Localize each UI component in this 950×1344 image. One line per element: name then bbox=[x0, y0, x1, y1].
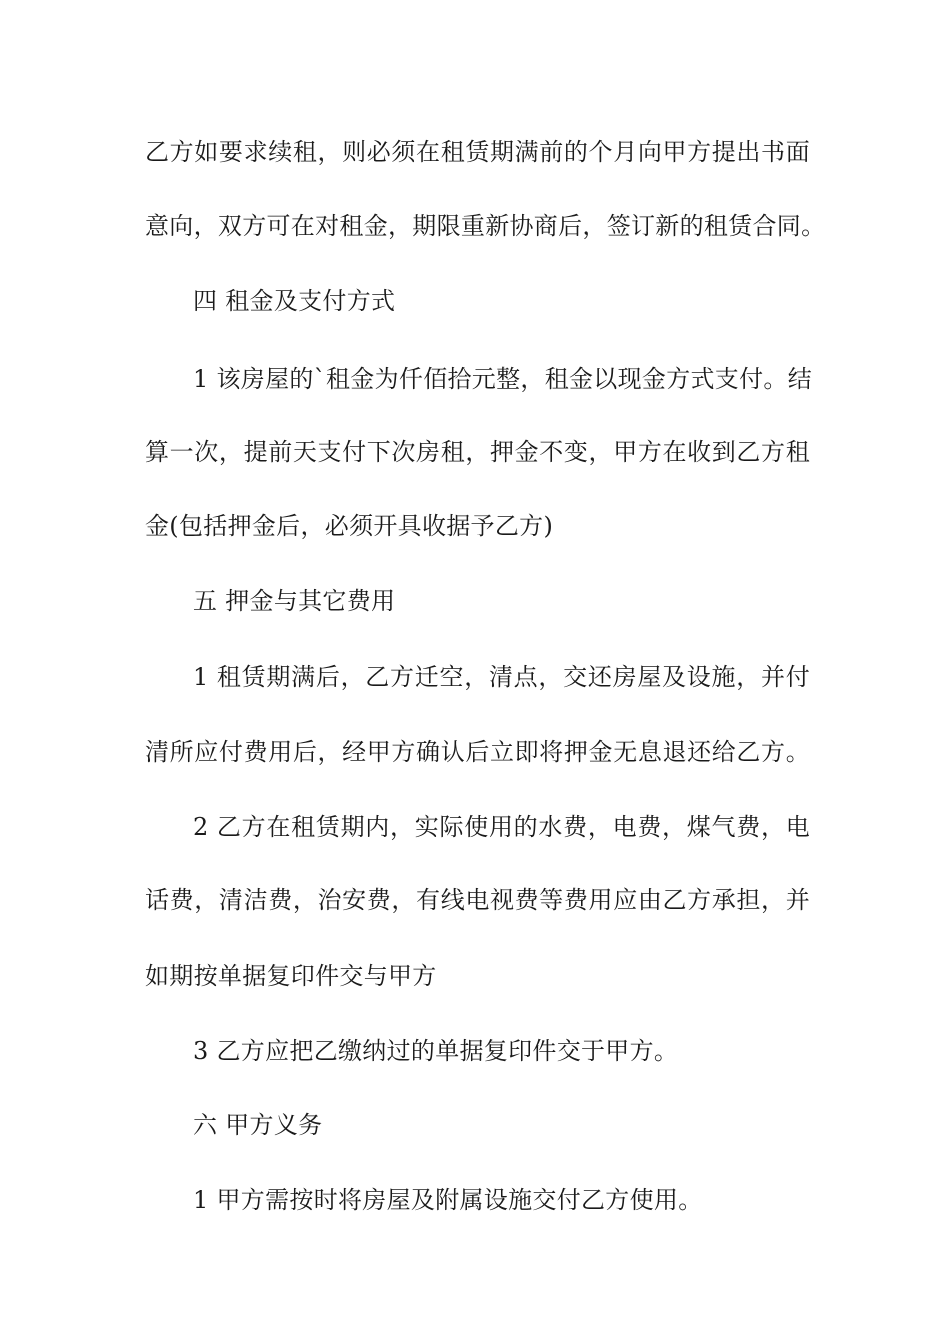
text-line: 1 该房屋的`租金为仟佰拾元整，租金以现金方式支付。结 bbox=[193, 365, 812, 393]
text-line: 金(包括押金后，必须开具收据予乙方) bbox=[145, 512, 554, 540]
text-line: 话费，清洁费，治安费，有线电视费等费用应由乙方承担，并 bbox=[145, 886, 810, 914]
text-line: 1 甲方需按时将房屋及附属设施交付乙方使用。 bbox=[193, 1186, 703, 1214]
text-line: 算一次，提前天支付下次房租，押金不变，甲方在收到乙方租 bbox=[145, 438, 810, 466]
section-heading: 六 甲方义务 bbox=[193, 1111, 323, 1139]
section-heading: 四 租金及支付方式 bbox=[193, 287, 396, 315]
text-line: 清所应付费用后，经甲方确认后立即将押金无息退还给乙方。 bbox=[145, 738, 810, 766]
text-line: 3 乙方应把乙缴纳过的单据复印件交于甲方。 bbox=[193, 1037, 679, 1065]
text-line: 意向，双方可在对租金，期限重新协商后，签订新的租赁合同。 bbox=[145, 212, 826, 240]
section-heading: 五 押金与其它费用 bbox=[193, 587, 396, 615]
text-line: 2 乙方在租赁期内，实际使用的水费，电费，煤气费，电 bbox=[193, 813, 810, 841]
text-line: 如期按单据复印件交与甲方 bbox=[145, 962, 437, 990]
text-line: 1 租赁期满后，乙方迁空，清点，交还房屋及设施，并付 bbox=[193, 663, 810, 691]
text-line: 乙方如要求续租，则必须在租赁期满前的个月向甲方提出书面 bbox=[145, 138, 810, 166]
